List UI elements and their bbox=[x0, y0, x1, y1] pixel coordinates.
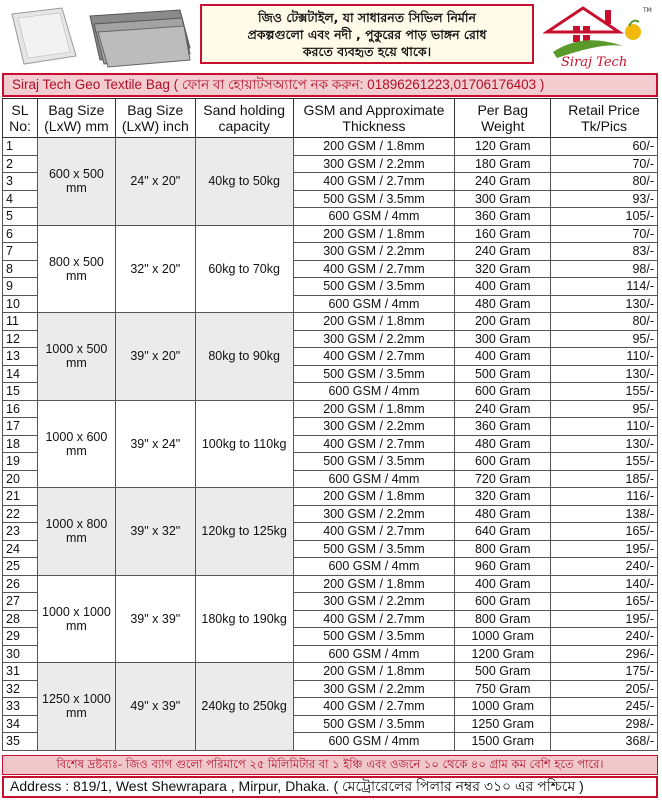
cell-capacity: 60kg to 70kg bbox=[195, 225, 293, 313]
header-size-inch: Bag Size (LxW) inch bbox=[115, 99, 195, 138]
cell-price: 70/- bbox=[551, 155, 658, 173]
cell-weight: 160 Gram bbox=[455, 225, 551, 243]
cell-gsm: 400 GSM / 2.7mm bbox=[293, 260, 455, 278]
cell-weight: 480 Gram bbox=[455, 505, 551, 523]
cell-gsm: 600 GSM / 4mm bbox=[293, 295, 455, 313]
cell-weight: 800 Gram bbox=[455, 610, 551, 628]
cell-weight: 480 Gram bbox=[455, 295, 551, 313]
cell-gsm: 500 GSM / 3.5mm bbox=[293, 278, 455, 296]
cell-gsm: 500 GSM / 3.5mm bbox=[293, 715, 455, 733]
geotextile-bags-image bbox=[4, 4, 194, 68]
cell-weight: 300 Gram bbox=[455, 190, 551, 208]
cell-sl: 2 bbox=[3, 155, 38, 173]
title-box bbox=[200, 4, 534, 64]
address-bar: Address : 819/1, West Shewrapara , Mirpur, Dhaka. ( মেট্রোরেলের পিলার নম্বর ৩১০ এর পশ্চিমে ) bbox=[2, 776, 658, 798]
cell-size-inch: 32" x 20" bbox=[115, 225, 195, 313]
cell-price: 185/- bbox=[551, 470, 658, 488]
cell-price: 80/- bbox=[551, 173, 658, 191]
cell-weight: 1250 Gram bbox=[455, 715, 551, 733]
cell-sl: 9 bbox=[3, 278, 38, 296]
cell-weight: 1200 Gram bbox=[455, 645, 551, 663]
cell-sl: 23 bbox=[3, 523, 38, 541]
cell-weight: 640 Gram bbox=[455, 523, 551, 541]
cell-size-mm: 600 x 500 mm bbox=[37, 138, 115, 226]
cell-sl: 12 bbox=[3, 330, 38, 348]
cell-price: 296/- bbox=[551, 645, 658, 663]
cell-price: 130/- bbox=[551, 435, 658, 453]
cell-price: 165/- bbox=[551, 523, 658, 541]
cell-gsm: 500 GSM / 3.5mm bbox=[293, 453, 455, 471]
cell-sl: 16 bbox=[3, 400, 38, 418]
cell-price: 245/- bbox=[551, 698, 658, 716]
cell-sl: 24 bbox=[3, 540, 38, 558]
cell-size-mm: 800 x 500 mm bbox=[37, 225, 115, 313]
cell-price: 240/- bbox=[551, 628, 658, 646]
cell-weight: 960 Gram bbox=[455, 558, 551, 576]
table-row bbox=[3, 313, 658, 331]
cell-price: 60/- bbox=[551, 138, 658, 156]
cell-weight: 500 Gram bbox=[455, 663, 551, 681]
table-row bbox=[3, 575, 658, 593]
cell-sl: 5 bbox=[3, 208, 38, 226]
cell-price: 368/- bbox=[551, 733, 658, 751]
cell-weight: 120 Gram bbox=[455, 138, 551, 156]
cell-weight: 180 Gram bbox=[455, 155, 551, 173]
cell-gsm: 300 GSM / 2.2mm bbox=[293, 593, 455, 611]
cell-gsm: 500 GSM / 3.5mm bbox=[293, 628, 455, 646]
cell-weight: 480 Gram bbox=[455, 435, 551, 453]
cell-size-inch: 39" x 32" bbox=[115, 488, 195, 576]
header-size-mm: Bag Size (LxW) mm bbox=[37, 99, 115, 138]
cell-sl: 20 bbox=[3, 470, 38, 488]
contact-bar: Siraj Tech Geo Textile Bag ( ফোন বা হোয়াটসঅ্যাপে নক করুন: 01896261223,01706176403 ) bbox=[2, 73, 658, 97]
header bbox=[0, 0, 662, 72]
logo-text: Siraj Tech bbox=[561, 55, 628, 70]
cell-weight: 1000 Gram bbox=[455, 628, 551, 646]
cell-price: 175/- bbox=[551, 663, 658, 681]
header-gsm: GSM and Approximate Thickness bbox=[293, 99, 455, 138]
table-body bbox=[3, 138, 658, 751]
cell-weight: 1000 Gram bbox=[455, 698, 551, 716]
cell-gsm: 200 GSM / 1.8mm bbox=[293, 225, 455, 243]
cell-price: 114/- bbox=[551, 278, 658, 296]
cell-price: 130/- bbox=[551, 295, 658, 313]
cell-gsm: 400 GSM / 2.7mm bbox=[293, 698, 455, 716]
cell-weight: 400 Gram bbox=[455, 348, 551, 366]
cell-gsm: 200 GSM / 1.8mm bbox=[293, 488, 455, 506]
cell-gsm: 600 GSM / 4mm bbox=[293, 208, 455, 226]
cell-capacity: 80kg to 90kg bbox=[195, 313, 293, 401]
table-row bbox=[3, 400, 658, 418]
cell-capacity: 40kg to 50kg bbox=[195, 138, 293, 226]
cell-sl: 14 bbox=[3, 365, 38, 383]
cell-price: 138/- bbox=[551, 505, 658, 523]
cell-price: 298/- bbox=[551, 715, 658, 733]
cell-weight: 1500 Gram bbox=[455, 733, 551, 751]
cell-gsm: 200 GSM / 1.8mm bbox=[293, 663, 455, 681]
cell-sl: 6 bbox=[3, 225, 38, 243]
cell-gsm: 200 GSM / 1.8mm bbox=[293, 313, 455, 331]
cell-gsm: 300 GSM / 2.2mm bbox=[293, 330, 455, 348]
cell-weight: 240 Gram bbox=[455, 243, 551, 261]
cell-sl: 25 bbox=[3, 558, 38, 576]
cell-price: 70/- bbox=[551, 225, 658, 243]
cell-gsm: 600 GSM / 4mm bbox=[293, 558, 455, 576]
cell-sl: 22 bbox=[3, 505, 38, 523]
cell-sl: 26 bbox=[3, 575, 38, 593]
cell-gsm: 500 GSM / 3.5mm bbox=[293, 540, 455, 558]
cell-gsm: 500 GSM / 3.5mm bbox=[293, 190, 455, 208]
cell-weight: 200 Gram bbox=[455, 313, 551, 331]
cell-gsm: 400 GSM / 2.7mm bbox=[293, 348, 455, 366]
cell-price: 140/- bbox=[551, 575, 658, 593]
cell-weight: 720 Gram bbox=[455, 470, 551, 488]
cell-size-mm: 1000 x 1000 mm bbox=[37, 575, 115, 663]
title-line: করতে ব্যবহৃত হয়ে থাকে। bbox=[302, 43, 432, 59]
cell-sl: 35 bbox=[3, 733, 38, 751]
cell-sl: 21 bbox=[3, 488, 38, 506]
cell-price: 98/- bbox=[551, 260, 658, 278]
cell-gsm: 600 GSM / 4mm bbox=[293, 383, 455, 401]
cell-gsm: 400 GSM / 2.7mm bbox=[293, 173, 455, 191]
cell-weight: 360 Gram bbox=[455, 208, 551, 226]
cell-price: 83/- bbox=[551, 243, 658, 261]
cell-sl: 27 bbox=[3, 593, 38, 611]
cell-gsm: 200 GSM / 1.8mm bbox=[293, 575, 455, 593]
cell-size-inch: 39" x 24" bbox=[115, 400, 195, 488]
cell-weight: 600 Gram bbox=[455, 593, 551, 611]
cell-size-mm: 1000 x 500 mm bbox=[37, 313, 115, 401]
cell-gsm: 600 GSM / 4mm bbox=[293, 733, 455, 751]
cell-price: 130/- bbox=[551, 365, 658, 383]
cell-weight: 320 Gram bbox=[455, 260, 551, 278]
table-row bbox=[3, 138, 658, 156]
cell-gsm: 200 GSM / 1.8mm bbox=[293, 400, 455, 418]
title-line: প্রকল্পগুলো এবং নদী , পুকুরের পাড় ভাঙ্গন রোধ bbox=[247, 26, 487, 42]
cell-weight: 240 Gram bbox=[455, 400, 551, 418]
logo-tm: TM bbox=[643, 7, 652, 14]
cell-sl: 13 bbox=[3, 348, 38, 366]
title-line: জিও টেক্সটাইল, যা সাধারনত সিভিল নির্মান bbox=[258, 9, 476, 25]
cell-size-inch: 49" x 39" bbox=[115, 663, 195, 751]
cell-sl: 30 bbox=[3, 645, 38, 663]
header-sl: SL No: bbox=[3, 99, 38, 138]
cell-weight: 400 Gram bbox=[455, 575, 551, 593]
cell-weight: 360 Gram bbox=[455, 418, 551, 436]
cell-sl: 31 bbox=[3, 663, 38, 681]
header-weight: Per Bag Weight bbox=[455, 99, 551, 138]
cell-weight: 600 Gram bbox=[455, 383, 551, 401]
cell-sl: 4 bbox=[3, 190, 38, 208]
cell-price: 110/- bbox=[551, 418, 658, 436]
siraj-tech-logo bbox=[543, 2, 658, 70]
cell-sl: 19 bbox=[3, 453, 38, 471]
cell-gsm: 400 GSM / 2.7mm bbox=[293, 435, 455, 453]
table-row bbox=[3, 663, 658, 681]
cell-sl: 11 bbox=[3, 313, 38, 331]
cell-gsm: 400 GSM / 2.7mm bbox=[293, 523, 455, 541]
cell-size-mm: 1000 x 800 mm bbox=[37, 488, 115, 576]
cell-size-inch: 24" x 20" bbox=[115, 138, 195, 226]
cell-weight: 300 Gram bbox=[455, 330, 551, 348]
cell-sl: 1 bbox=[3, 138, 38, 156]
cell-gsm: 300 GSM / 2.2mm bbox=[293, 418, 455, 436]
table-row bbox=[3, 225, 658, 243]
cell-size-inch: 39" x 20" bbox=[115, 313, 195, 401]
cell-price: 155/- bbox=[551, 453, 658, 471]
cell-size-inch: 39" x 39" bbox=[115, 575, 195, 663]
cell-capacity: 180kg to 190kg bbox=[195, 575, 293, 663]
cell-gsm: 300 GSM / 2.2mm bbox=[293, 505, 455, 523]
cell-size-mm: 1000 x 600 mm bbox=[37, 400, 115, 488]
cell-sl: 3 bbox=[3, 173, 38, 191]
cell-weight: 600 Gram bbox=[455, 453, 551, 471]
cell-sl: 32 bbox=[3, 680, 38, 698]
cell-gsm: 600 GSM / 4mm bbox=[293, 645, 455, 663]
cell-gsm: 300 GSM / 2.2mm bbox=[293, 155, 455, 173]
cell-sl: 15 bbox=[3, 383, 38, 401]
cell-capacity: 120kg to 125kg bbox=[195, 488, 293, 576]
cell-sl: 33 bbox=[3, 698, 38, 716]
cell-sl: 34 bbox=[3, 715, 38, 733]
cell-price: 95/- bbox=[551, 330, 658, 348]
header-price: Retail Price Tk/Pics bbox=[551, 99, 658, 138]
price-table bbox=[2, 98, 658, 751]
cell-price: 195/- bbox=[551, 540, 658, 558]
table-header-row bbox=[3, 99, 658, 138]
cell-price: 105/- bbox=[551, 208, 658, 226]
cell-sl: 28 bbox=[3, 610, 38, 628]
cell-weight: 800 Gram bbox=[455, 540, 551, 558]
cell-sl: 18 bbox=[3, 435, 38, 453]
cell-weight: 500 Gram bbox=[455, 365, 551, 383]
cell-gsm: 500 GSM / 3.5mm bbox=[293, 365, 455, 383]
cell-price: 116/- bbox=[551, 488, 658, 506]
cell-gsm: 600 GSM / 4mm bbox=[293, 470, 455, 488]
cell-price: 205/- bbox=[551, 680, 658, 698]
cell-sl: 10 bbox=[3, 295, 38, 313]
cell-weight: 240 Gram bbox=[455, 173, 551, 191]
cell-weight: 320 Gram bbox=[455, 488, 551, 506]
cell-sl: 17 bbox=[3, 418, 38, 436]
cell-price: 195/- bbox=[551, 610, 658, 628]
cell-price: 240/- bbox=[551, 558, 658, 576]
header-capacity: Sand holding capacity bbox=[195, 99, 293, 138]
cell-capacity: 100kg to 110kg bbox=[195, 400, 293, 488]
cell-weight: 750 Gram bbox=[455, 680, 551, 698]
cell-price: 165/- bbox=[551, 593, 658, 611]
cell-size-mm: 1250 x 1000 mm bbox=[37, 663, 115, 751]
cell-sl: 7 bbox=[3, 243, 38, 261]
cell-price: 80/- bbox=[551, 313, 658, 331]
cell-sl: 29 bbox=[3, 628, 38, 646]
table-row bbox=[3, 488, 658, 506]
cell-gsm: 200 GSM / 1.8mm bbox=[293, 138, 455, 156]
note-bar: বিশেষ দ্রষ্টব্যঃ- জিও ব্যাগ গুলো পরিমাপে ২৫ মিলিমিটার বা ১ ইঞ্চি এবং ওজনে ১০ থেকে ৪০ গ্রাম কম বেশি হতে পারে। bbox=[2, 755, 658, 775]
cell-price: 93/- bbox=[551, 190, 658, 208]
cell-price: 110/- bbox=[551, 348, 658, 366]
cell-gsm: 400 GSM / 2.7mm bbox=[293, 610, 455, 628]
cell-price: 155/- bbox=[551, 383, 658, 401]
cell-weight: 400 Gram bbox=[455, 278, 551, 296]
cell-price: 95/- bbox=[551, 400, 658, 418]
cell-gsm: 300 GSM / 2.2mm bbox=[293, 680, 455, 698]
cell-gsm: 300 GSM / 2.2mm bbox=[293, 243, 455, 261]
cell-capacity: 240kg to 250kg bbox=[195, 663, 293, 751]
cell-sl: 8 bbox=[3, 260, 38, 278]
